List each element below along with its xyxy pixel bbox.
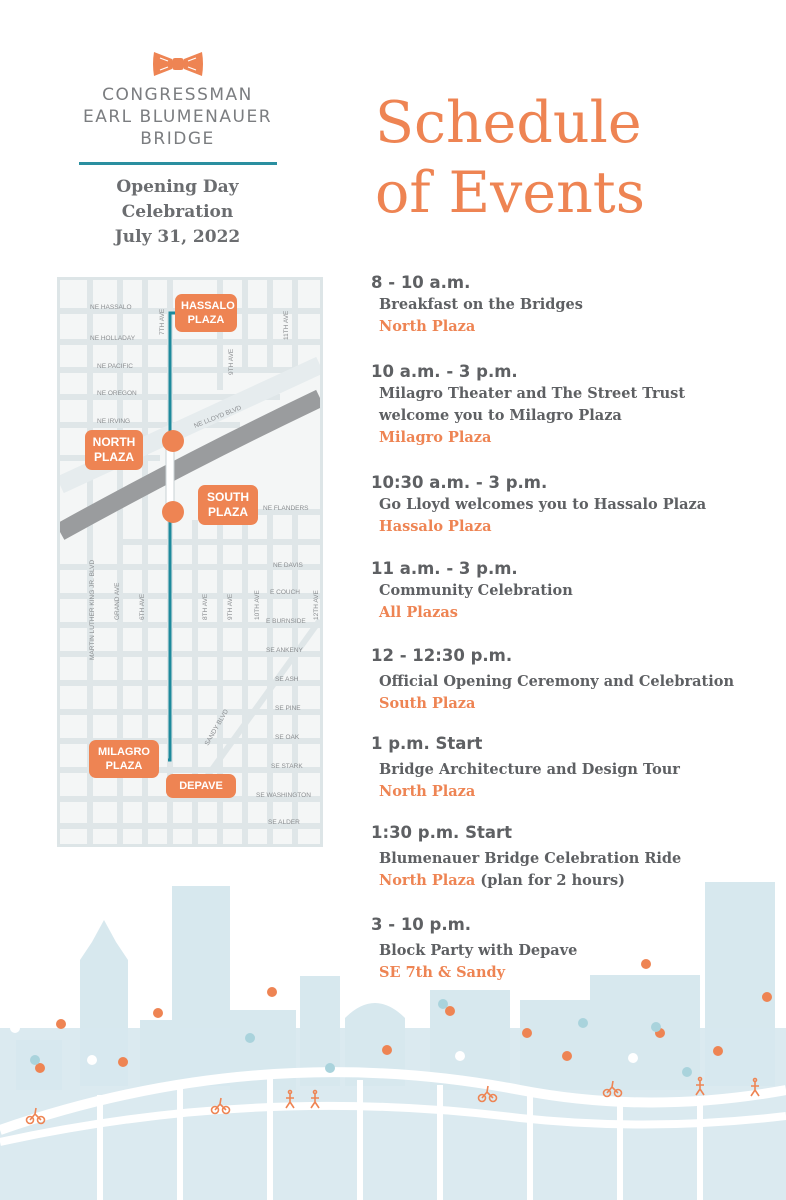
street-label: 9TH AVE — [228, 348, 235, 375]
event-location: All Plazas — [379, 604, 458, 621]
street-label: 11TH AVE — [283, 310, 290, 340]
title-line-2: of Events — [375, 160, 645, 226]
street-label: NE LLOYD BLVD — [193, 404, 243, 430]
badge-line: HASSALO — [181, 300, 235, 312]
street-label: E BURNSIDE — [266, 618, 306, 625]
brand-logo — [60, 50, 295, 250]
event-list — [371, 272, 771, 984]
event-title: welcome you to Milagro Plaza — [379, 407, 622, 424]
street-label: NE PACIFIC — [97, 363, 133, 370]
event-item — [371, 733, 771, 822]
event-title: Block Party with Depave — [379, 942, 578, 959]
street-label: SE ASH — [275, 676, 299, 683]
map-badge-milagro-plaza — [89, 740, 159, 778]
street-label: SE ANKENY — [266, 647, 303, 654]
event-time: 12 - 12:30 p.m. — [371, 646, 513, 665]
divider — [79, 162, 277, 165]
street-label: SE WASHINGTON — [256, 792, 311, 799]
street-label: NE HOLLADAY — [90, 335, 136, 342]
event-title: Community Celebration — [379, 582, 573, 599]
badge-line: PLAZA — [94, 450, 134, 464]
badge-line: PLAZA — [208, 505, 248, 519]
event-time: 10:30 a.m. - 3 p.m. — [371, 473, 548, 492]
event-location: North Plaza — [379, 872, 476, 889]
street-label: 10TH AVE — [254, 590, 261, 620]
event-item — [371, 645, 771, 733]
event-location: North Plaza — [379, 318, 476, 335]
event-time: 1:30 p.m. Start — [371, 823, 512, 842]
event-item — [371, 558, 771, 645]
map-badge-depave: DEPAVE — [166, 774, 236, 798]
event-date: July 31, 2022 — [114, 227, 241, 247]
badge-line: SOUTH — [207, 490, 249, 504]
map-badge-hassalo-plaza — [175, 294, 237, 332]
event-time: 11 a.m. - 3 p.m. — [371, 559, 518, 578]
org-line-2: EARL BLUMENAUER — [82, 107, 273, 127]
street-label: SE PINE — [275, 705, 301, 712]
event-title: Official Opening Ceremony and Celebration — [379, 673, 734, 690]
street-label: E COUCH — [270, 589, 300, 596]
event-name: Opening Day Celebration — [116, 177, 239, 222]
event-item — [371, 361, 771, 472]
street-label: SE STARK — [271, 763, 303, 770]
street-label: GRAND AVE — [114, 582, 121, 620]
street-label: 7TH AVE — [159, 308, 166, 335]
event-location: South Plaza — [379, 695, 476, 712]
page-title — [375, 88, 645, 228]
badge-line: PLAZA — [105, 760, 143, 772]
event-title: Bridge Architecture and Design Tour — [379, 761, 680, 778]
street-label: 8TH AVE — [202, 593, 209, 620]
map-badge-north-plaza — [85, 430, 143, 470]
street-label: 9TH AVE — [227, 593, 234, 620]
street-label: NE DAVIS — [273, 562, 303, 569]
street-label: 12TH AVE — [313, 590, 320, 620]
event-item — [371, 272, 771, 361]
badge-line: MILAGRO — [98, 746, 150, 758]
badge-line: NORTH — [92, 435, 136, 449]
street-label: SANDY BLVD — [203, 708, 231, 747]
badge-line: PLAZA — [187, 314, 225, 326]
event-title: Blumenauer Bridge Celebration Ride — [379, 850, 682, 867]
street-label: SE OAK — [275, 734, 300, 741]
map-badge-south-plaza — [198, 485, 258, 525]
route-map — [57, 277, 323, 847]
event-title: Milagro Theater and The Street Trust — [379, 385, 686, 402]
event-title: Breakfast on the Bridges — [379, 296, 583, 313]
street-label: 6TH AVE — [139, 593, 146, 620]
street-label: NE IRVING — [97, 418, 131, 425]
event-time: 10 a.m. - 3 p.m. — [371, 362, 518, 381]
event-time: 1 p.m. Start — [371, 734, 483, 753]
event-location: Hassalo Plaza — [379, 518, 492, 535]
street-label: NE FLANDERS — [263, 505, 309, 512]
event-time: 8 - 10 a.m. — [371, 273, 471, 292]
title-line-1: Schedule — [375, 90, 642, 156]
bowtie-icon — [152, 50, 204, 78]
event-time: 3 - 10 p.m. — [371, 915, 472, 934]
city-skyline-illustration — [0, 880, 786, 1200]
street-label: SE ALDER — [268, 819, 300, 826]
event-location: SE 7th & Sandy — [379, 964, 506, 981]
street-label: NE OREGON — [97, 390, 137, 397]
org-line-1: CONGRESSMAN — [102, 85, 253, 105]
event-note: (plan for 2 hours) — [475, 872, 625, 889]
org-line-3: BRIDGE — [140, 129, 215, 149]
event-location: North Plaza — [379, 783, 476, 800]
event-location: Milagro Plaza — [379, 429, 492, 446]
event-item — [371, 472, 771, 558]
street-label: NE HASSALO — [90, 304, 132, 311]
street-label: MARTIN LUTHER KING JR. BLVD — [89, 559, 96, 660]
event-title: Go Lloyd welcomes you to Hassalo Plaza — [379, 496, 707, 513]
